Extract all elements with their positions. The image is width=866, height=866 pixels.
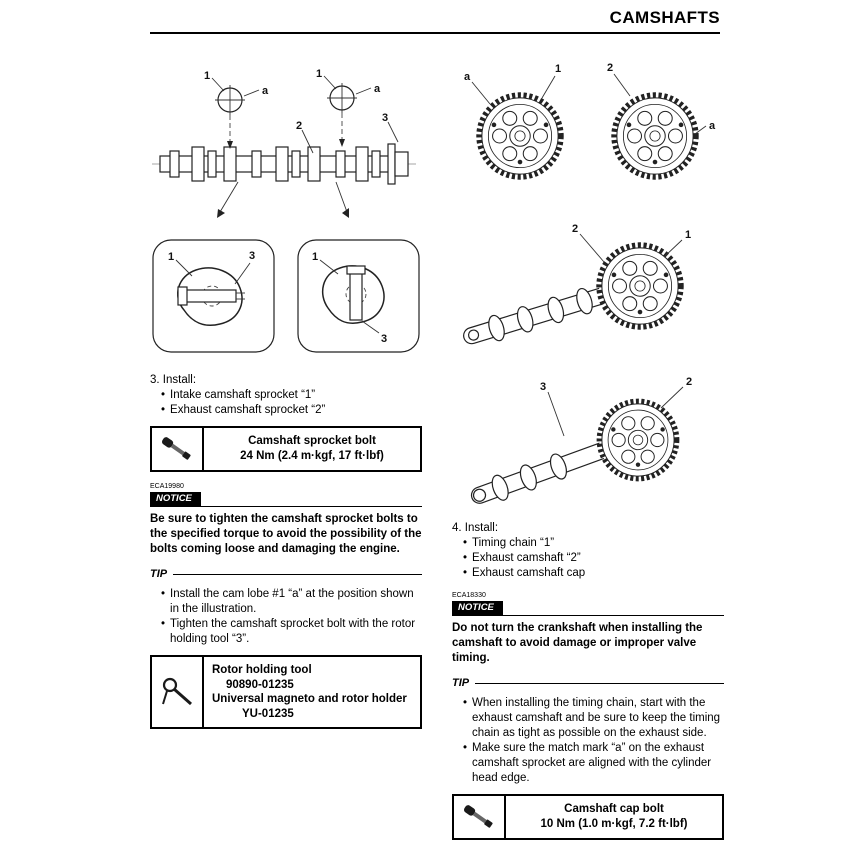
tip-label: TIP	[452, 677, 470, 689]
left-column	[150, 52, 422, 729]
list-item-text: • Install the cam lobe #1 “a” at the position shown in the illustration.	[170, 588, 414, 615]
callout-label: 3	[540, 381, 547, 393]
callout-label: 2	[607, 62, 614, 74]
right-column	[452, 52, 724, 840]
notice-badge: NOTICE	[452, 601, 503, 616]
list-item	[452, 696, 724, 741]
callout-label: a	[709, 120, 716, 132]
list-item	[452, 566, 724, 581]
list-item-text: • Exhaust camshaft “2”	[472, 552, 581, 564]
list-item-text: • Exhaust camshaft sprocket “2”	[170, 404, 326, 416]
callout-label: 2	[686, 376, 693, 388]
callout-label: 1	[685, 229, 692, 241]
rotor-holding-tool-icon	[152, 657, 204, 727]
figure-exhaust-camshaft-install	[452, 372, 724, 512]
list-item-text: • When installing the timing chain, start with the exhaust camshaft and be sure to keep the timing chain as tight as possible on the exhaust side.	[472, 697, 721, 739]
torque-driver-icon	[454, 796, 506, 838]
list-item	[452, 551, 724, 566]
callout-label: 3	[382, 112, 389, 124]
callout-label: 1	[316, 68, 323, 80]
torque-driver-icon	[152, 428, 204, 470]
callout-label: 1	[312, 251, 319, 263]
callout-label: a	[262, 85, 269, 97]
torque-spec-box-cap-bolt	[452, 794, 724, 840]
tool-number: YU-01235	[242, 707, 294, 720]
list-item-text: • Tighten the camshaft sprocket bolt with the rotor holding tool “3”.	[170, 618, 416, 645]
notice-header	[452, 601, 724, 616]
list-item	[150, 388, 422, 403]
callout-label: 2	[296, 120, 303, 132]
list-item	[150, 617, 422, 647]
callout-label: 3	[249, 250, 256, 262]
spec-text	[204, 428, 420, 470]
tip-header	[150, 567, 422, 581]
header-rule	[150, 32, 720, 34]
figure-cam-lobe-details	[150, 236, 422, 356]
callout-label: 1	[168, 251, 175, 263]
step-4	[452, 520, 724, 581]
spec-title: Camshaft cap bolt	[564, 803, 664, 815]
spec-value: 10 Nm (1.0 m·kgf, 7.2 ft·lbf)	[540, 818, 688, 830]
notice-badge: NOTICE	[150, 492, 201, 507]
list-item-text: • Exhaust camshaft cap	[472, 567, 586, 579]
page-title: CAMSHAFTS	[609, 8, 720, 27]
step-3	[150, 372, 422, 418]
step-3-heading: 3. Install:	[150, 374, 197, 386]
list-item	[452, 536, 724, 551]
notice-rule	[503, 615, 724, 616]
figure-camshaft-with-chain	[452, 212, 724, 364]
list-item	[150, 587, 422, 617]
tool-desc: Universal magneto and rotor holder	[212, 693, 407, 705]
list-item	[452, 741, 724, 786]
tool-name: Rotor holding tool	[212, 664, 312, 676]
tip-label: TIP	[150, 568, 168, 580]
tool-number: 90890-01235	[226, 678, 294, 691]
special-tool-box	[150, 655, 422, 729]
spec-value: 24 Nm (2.4 m·kgf, 17 ft·lbf)	[240, 450, 384, 462]
notice-rule	[201, 506, 422, 507]
spec-text	[506, 796, 722, 838]
callout-label: a	[374, 83, 381, 95]
list-item	[150, 403, 422, 418]
tip-rule	[475, 683, 724, 684]
eca-code: ECA19980	[150, 483, 184, 490]
callout-label: 1	[555, 63, 562, 75]
callout-label: 1	[204, 70, 211, 82]
list-item-text: • Intake camshaft sprocket “1”	[170, 389, 316, 401]
callout-label: 2	[572, 223, 579, 235]
tool-text	[204, 657, 420, 727]
notice-text: Be sure to tighten the camshaft sprocket bolts to the specified torque to avoid the possibility of the bolts coming loose and damaging the engine.	[150, 513, 422, 555]
notice-text: Do not turn the crankshaft when installing the camshaft to avoid damage or improper valve timing.	[452, 622, 703, 664]
list-item-text: • Make sure the match mark “a” on the exhaust camshaft sprocket are aligned with the cylinder head edge.	[472, 742, 712, 784]
callout-label: a	[464, 71, 471, 83]
eca-code: ECA18330	[452, 592, 486, 599]
list-item-text: • Timing chain “1”	[472, 537, 555, 549]
tip-rule	[173, 574, 422, 575]
spec-title: Camshaft sprocket bolt	[248, 435, 376, 447]
callout-label: 3	[381, 333, 388, 345]
torque-spec-box-sprocket-bolt	[150, 426, 422, 472]
figure-camshaft-side-view	[150, 52, 422, 228]
tip-header	[452, 676, 724, 690]
step-4-heading: 4. Install:	[452, 522, 499, 534]
notice-header	[150, 492, 422, 507]
figure-camshaft-sprockets	[452, 52, 724, 202]
